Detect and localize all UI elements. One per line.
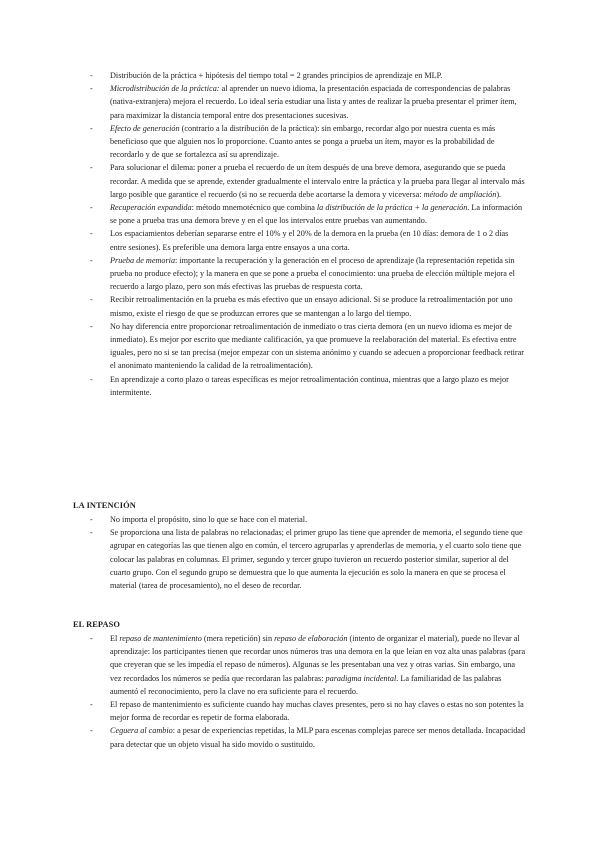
heading-la-intencion: LA INTENCIÓN: [73, 501, 136, 510]
text-run: Los espaciamientos deberían separarse entre el 10% y el 20% de la demora en la prueba (en 10 días: demora de 1 o 2 días entre sesiones). Es preferible una demora larga entre ensayos a una corta.: [110, 229, 509, 252]
bullet-item: [0, 698, 600, 724]
italic-term: repaso de elaboración: [274, 634, 348, 643]
bullet-item: [0, 82, 600, 122]
text-run: Se proporciona una lista de palabras no relacionadas; el primer grupo las tiene que aprender de memoria, el segundo tiene que agrupar en categorías las que tienen algo en común, el tercero agruparlas y aprenderlas de memoria, y el cuarto solo tiene que colocar las palabras en columnas. El primer, segundo y tercer grupo tuvieron un recuerdo posterior similar, superior al del cuarto grupo. Con el segundo grupo se demuestra que lo que aumenta la ejecución es solo la manera en que se procesa el material (tarea de procesamiento), no el deseo de recordar.: [110, 528, 523, 591]
bullet-item: [0, 161, 600, 201]
text-run: En aprendizaje a corto plazo o tareas específicas es mejor retroalimentación continua, mientras que a largo plazo es mejor intermitente.: [110, 374, 509, 397]
bullet-list-repaso: [0, 632, 600, 751]
text-run: El: [110, 634, 120, 643]
text-run: (contrario a la distribución de la práctica): sin embargo, recordar algo por nuestra cuenta es más beneficioso que que alguien nos lo proporcione. Cuanto antes se ponga a prueba un ítem, mayor es la probabilidad de recordarlo y de que se fortalezca así su aprendizaje.: [110, 123, 496, 160]
bullet-item: [0, 724, 600, 750]
italic-term: Prueba de memoria: [110, 255, 176, 265]
text-run: . La familiaridad de las palabras aumentó el reconocimiento, pero la clave no era suficiente para el recuerdo.: [110, 673, 502, 696]
text-run: ).: [496, 189, 502, 199]
bullet-item: [0, 526, 600, 592]
text-run: : método mnemotécnico que combina: [191, 203, 317, 213]
bullet-item: [0, 320, 600, 373]
bullet-item: [0, 373, 600, 399]
italic-term: paradigma incidental: [325, 673, 397, 683]
text-run: El repaso de mantenimiento es suficiente cuando hay muchas claves presentes, pero si no hay claves o estas no son potentes la mejor forma de recordar es repetir de forma elaborada.: [110, 700, 524, 723]
text-run: Distribución de la práctica + hipótesis del tiempo total = 2 grandes principios de aprendizaje en MLP.: [110, 71, 443, 80]
text-run: . La información se pone a prueba tras una demora breve y en el que los intervalos entre pruebas van aumentando.: [110, 203, 523, 226]
italic-term: repaso de mantenimiento: [119, 634, 202, 643]
italic-term: Efecto de generación: [110, 123, 180, 133]
italic-term: Microdistribución de la práctica:: [110, 84, 220, 94]
bullet-item: [0, 201, 600, 227]
italic-term: método de ampliación: [423, 189, 497, 199]
text-run: (mera repetición) sin: [201, 634, 275, 643]
bullet-item: [0, 293, 600, 319]
bullet-item: [0, 254, 600, 294]
heading-el-repaso: EL REPASO: [73, 620, 121, 629]
text-run: : importante la recuperación y la generación en el proceso de aprendizaje (la representación repetida sin prueba no produce efecto); y la manera en que se pone a prueba el conocimiento: una prueba de elección múltiple mejora el recuerdo a largo plazo, pero son más efectivas las pruebas de respuesta corta.: [110, 255, 515, 292]
italic-term: la distribución de la práctica + la generación: [316, 203, 468, 213]
bullet-item: [0, 227, 600, 253]
text-run: No importa el propósito, sino lo que se hace con el material.: [110, 515, 308, 524]
text-run: : a pesar de experiencias repetidas, la MLP para escenas complejas parece ser menos detallada. Incapacidad para detectar que un objeto visual ha sido movido o sustituido.: [110, 726, 526, 749]
italic-term: Recuperación expandida: [110, 203, 192, 213]
text-run: (intento de organizar el material), puede no llevar al aprendizaje: los participantes tienen que recordar unos números tras una demora en la que leían en voz alta unas palabras (para que creyeran que se les impedía el repaso de números). Algunas se les presentaban una vez y otras varias. Sin embargo, una vez recordados los números se pedía que recordaran las palabras:: [110, 634, 526, 683]
text-run: al aprender un nuevo idioma, la presentación espaciada de correspondencias de palabras (nativa-extranjera) mejora el recuerdo. Lo ideal sería estudiar una lista y antes de realizar la prueba presentar el primer ítem, para maximizar la distancia temporal entre dos presentaciones sucesivas.: [110, 84, 517, 120]
bullet-item: [0, 632, 600, 698]
italic-term: Ceguera al cambio: [110, 726, 173, 736]
bullet-list-top: [0, 69, 600, 399]
bullet-item: [0, 69, 600, 82]
text-run: Recibir retroalimentación en la prueba es más efectivo que un ensayo adicional. Si se produce la retroalimentación por uno mismo, existe el riesgo de que se produzcan errores que se mantengan a lo largo del tiempo.: [110, 295, 513, 318]
text-run: No hay diferencia entre proporcionar retroalimentación de inmediato o tras cierta demora (en un nuevo idioma es mejor de inmediato). Es mejor por escrito que mediante calificación, ya que promueve la reelaboración del material. Es efectiva entre iguales, pero no si se tan precisa (mejor empezar con un sistema anónimo y cuando se adecuen a proporcionar feedback retirar el anonimato manteniendo la calidad de la retroalimentación).: [110, 321, 524, 371]
bullet-item: [0, 122, 600, 162]
bullet-list-intencion: [0, 513, 600, 592]
text-run: Para solucionar el dilema: poner a prueba el recuerdo de un ítem después de una breve demora, asegurando que se pueda recordar. A medida que se aprende, extender gradualmente el intervalo entre la práctica y la prueba para llegar al intervalo más largo posible que garantice el recuerdo (si no se recuerda debe acortarse la demora y viceversa:: [110, 163, 525, 199]
bullet-item: [0, 513, 600, 526]
